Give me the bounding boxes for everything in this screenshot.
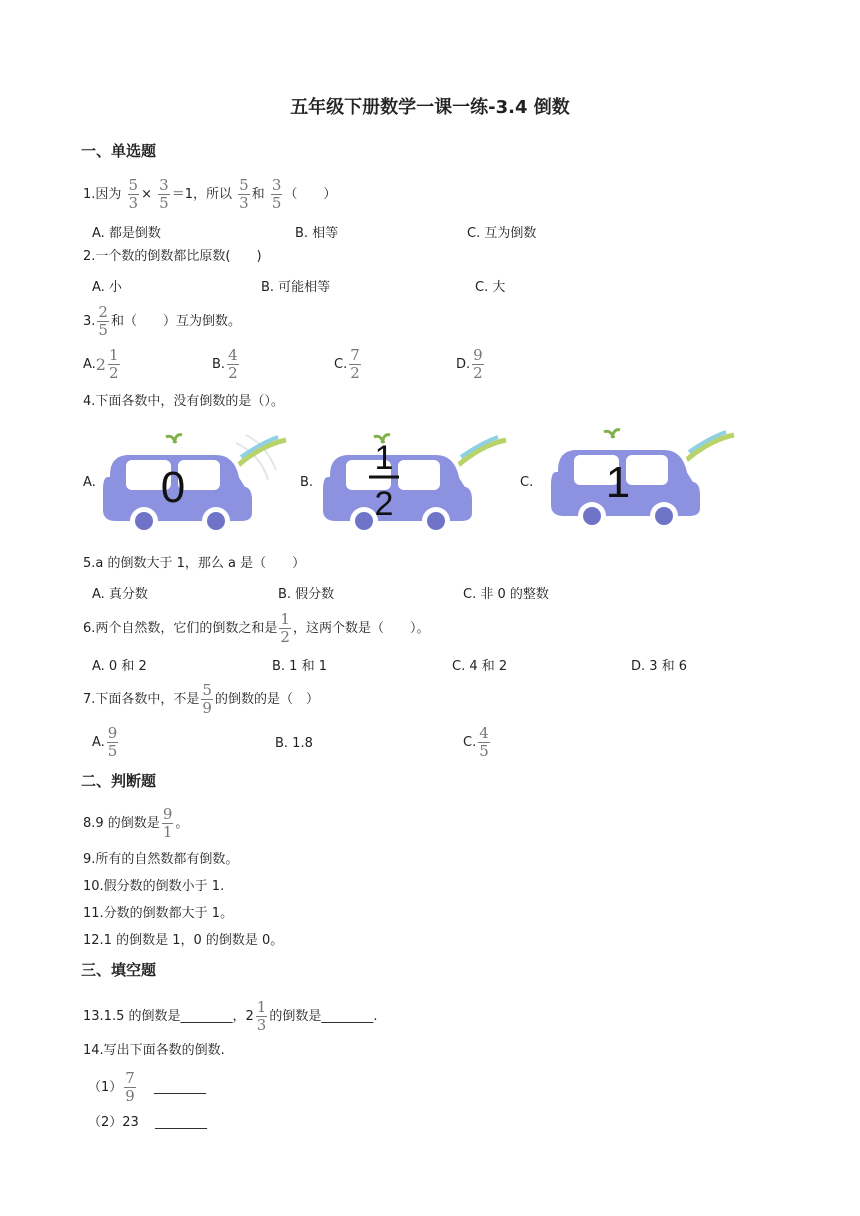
question-5: 5.a 的倒数大于 1，那么 a 是（ ） [83, 556, 306, 571]
q7-option-b[interactable]: B. 1.8 [275, 736, 313, 751]
car-numerator: 1 [374, 439, 394, 477]
question-8: 8.9 的倒数是 $\frac{9}{1}$ 。 [83, 805, 189, 841]
q6-option-c[interactable]: C. 4 和 2 [452, 659, 508, 674]
q2-option-b[interactable]: B. 可能相等 [261, 280, 331, 295]
q2-option-c[interactable]: C. 大 [475, 280, 506, 295]
fraction: $\frac{5}{3}$ [239, 176, 249, 212]
q4-option-a-label[interactable]: A. [83, 475, 96, 490]
question-13: 13.1.5 的倒数是________，2 $\frac{1}{3}$ 的倒数是________. [83, 998, 378, 1034]
q3-option-a[interactable]: A.2 $\frac{1}{2}$ [83, 346, 119, 382]
section-heading-fill-blank: 三、填空题 [81, 961, 157, 979]
q1-option-c[interactable]: C. 互为倒数 [467, 226, 537, 241]
q6-option-b[interactable]: B. 1 和 1 [272, 659, 327, 674]
q5-option-b[interactable]: B. 假分数 [278, 587, 335, 602]
question-10: 10.假分数的倒数小于 1. [83, 879, 225, 894]
q2-option-a[interactable]: A. 小 [92, 280, 122, 295]
q6-option-a[interactable]: A. 0 和 2 [92, 659, 147, 674]
q3-option-c[interactable]: C. $\frac{7}{2}$ [334, 346, 360, 382]
question-12: 12.1 的倒数是 1，0 的倒数是 0。 [83, 933, 284, 948]
q4-option-c-label[interactable]: C. [520, 475, 534, 490]
q3-option-d[interactable]: D. $\frac{9}{2}$ [456, 346, 483, 382]
q7-option-c[interactable]: C. $\frac{4}{5}$ [463, 724, 489, 760]
fraction: $\frac{7}{9}$ [125, 1069, 135, 1105]
car-zero-image[interactable] [96, 425, 296, 540]
car-number: 0 [160, 463, 186, 512]
fraction: $\frac{5}{3}$ [128, 176, 139, 212]
question-14-item-1: （1） $\frac{7}{9}$ ________ [88, 1069, 206, 1105]
q3-option-b[interactable]: B. $\frac{4}{2}$ [212, 346, 238, 382]
question-11: 11.分数的倒数都大于 1。 [83, 906, 234, 921]
fraction: $\frac{2}{5}$ [98, 303, 108, 339]
question-3: 3. $\frac{2}{5}$ 和（ ）互为倒数。 [83, 303, 241, 339]
question-1: 1.因为 $\frac{5}{3}$ × $\frac{3}{5}$ ＝1，所以 $\frac{5}{3}$ 和 $\frac{3}{5}$ （ ） [83, 176, 337, 212]
q7-option-a[interactable]: A. $\frac{9}{5}$ [92, 724, 118, 760]
car-one-image[interactable] [544, 420, 744, 535]
question-9: 9.所有的自然数都有倒数。 [83, 852, 239, 867]
q6-option-d[interactable]: D. 3 和 6 [631, 659, 688, 674]
answer-blank[interactable]: ________ [153, 1080, 206, 1095]
q1-option-a[interactable]: A. 都是倒数 [92, 226, 161, 241]
car-denominator: 2 [374, 485, 394, 523]
page-title: 五年级下册数学一课一练-3.4 倒数 [290, 97, 570, 118]
fraction: $\frac{1}{3}$ [256, 998, 267, 1034]
question-2: 2.一个数的倒数都比原数( ) [83, 249, 262, 264]
question-7: 7.下面各数中，不是 $\frac{5}{9}$ 的倒数的是（ ） [83, 681, 319, 717]
fraction: $\frac{3}{5}$ [159, 176, 169, 212]
fraction: $\frac{1}{2}$ [280, 610, 290, 646]
question-6: 6.两个自然数，它们的倒数之和是 $\frac{1}{2}$ ，这两个数是（ ）。 [83, 610, 430, 646]
section-heading-true-false: 二、判断题 [81, 772, 157, 790]
fraction: $\frac{3}{5}$ [271, 176, 282, 212]
car-half-image[interactable] [316, 425, 516, 540]
q4-option-b-label[interactable]: B. [300, 475, 314, 490]
question-4: 4.下面各数中，没有倒数的是（）。 [83, 394, 284, 409]
fraction: $\frac{9}{1}$ [162, 805, 173, 841]
section-heading-single-choice: 一、单选题 [81, 142, 157, 160]
q5-option-c[interactable]: C. 非 0 的整数 [463, 587, 549, 602]
question-14-item-2: （2）23 ________ [88, 1115, 207, 1130]
q1-option-b[interactable]: B. 相等 [295, 226, 339, 241]
car-number: 1 [605, 458, 631, 507]
answer-blank[interactable]: ________ [154, 1115, 207, 1130]
fraction: $\frac{5}{9}$ [202, 681, 212, 717]
question-14: 14.写出下面各数的倒数. [83, 1043, 225, 1058]
q5-option-a[interactable]: A. 真分数 [92, 587, 148, 602]
